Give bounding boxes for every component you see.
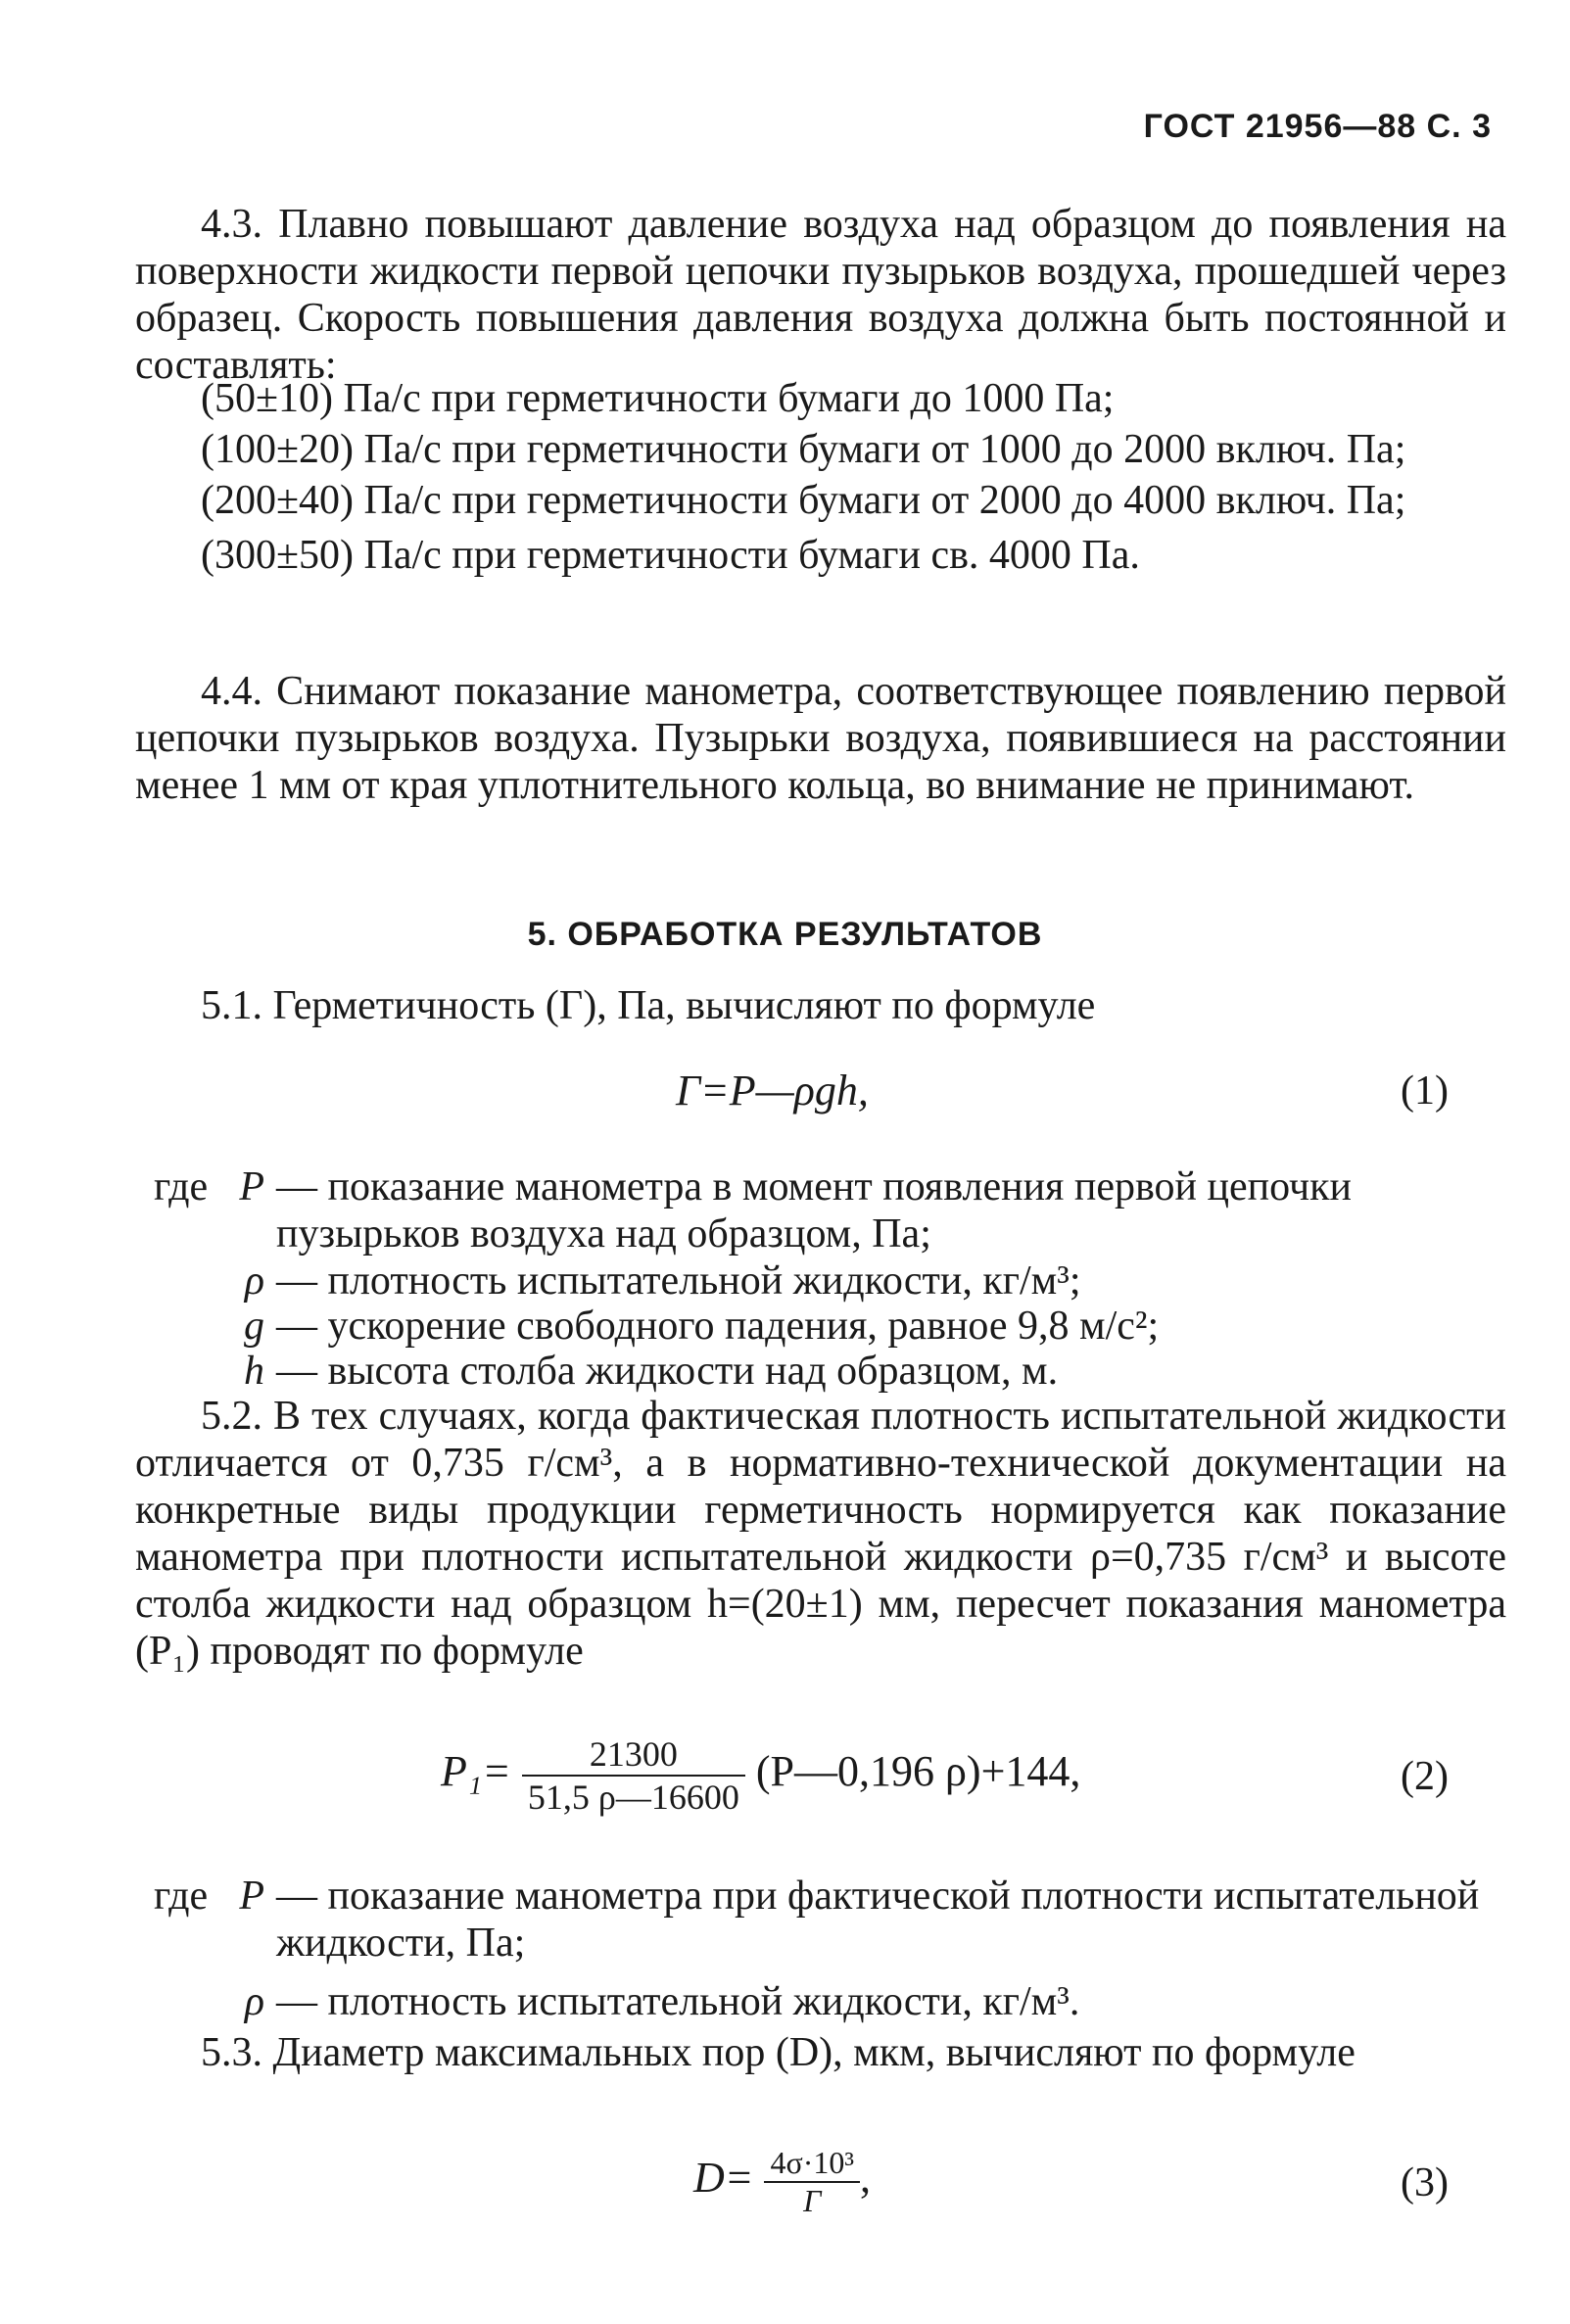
def2-symbol-rho: ρ — [244, 1979, 264, 2024]
rate-item-3: (200±40) Па/с при герметичности бумаги от 2000 до 4000 включ. Па; — [201, 478, 1406, 523]
equation-1-number: (1) — [1401, 1068, 1449, 1114]
def1-symbol-g: g — [244, 1304, 264, 1349]
def1-text-p: — показание манометра в момент появления первой цепочки пузырьков воздуха над образцом, Па; — [276, 1164, 1353, 1257]
eq3-tail: , — [859, 2154, 871, 2203]
eq2-fraction — [522, 1733, 745, 1818]
eq1-lhs: Г — [676, 1067, 701, 1115]
paragraph-4-3 — [135, 201, 1506, 389]
eq3-numerator: 4σ·10³ — [764, 2145, 860, 2183]
def1-symbol-p: P — [239, 1164, 264, 1209]
paragraph-4-3-text: 4.3. Плавно повышают давление воздуха над образцом до появления на поверхности жидкости первой цепочки пузырьков воздуха, прошедшей через образец. Скорость повышения давления воздуха должна быть постоянной и составлять: — [135, 202, 1506, 388]
paragraph-5-3-text: 5.3. Диаметр максимальных пор (D), мкм, вычисляют по формуле — [201, 2030, 1356, 2075]
rate-item-2: (100±20) Па/с при герметичности бумаги от 1000 до 2000 включ. Па; — [201, 427, 1406, 472]
def1-symbol-h: h — [244, 1349, 264, 1394]
paragraph-5-3 — [135, 2029, 1506, 2076]
equation-1 — [676, 1066, 869, 1115]
eq3-lhs: D= — [693, 2154, 754, 2203]
def2-text-p: — показание манометра при фактической плотности испытательной жидкости, Па; — [276, 1873, 1480, 1966]
eq3-fraction — [764, 2145, 860, 2219]
paragraph-4-4-text: 4.4. Снимают показание манометра, соответствующее появлению первой цепочки пузырьков воздуха. Пузырьки воздуха, появившиеся на расстоянии менее 1 мм от края уплотнительного кольца, во внимание не принимают. — [135, 669, 1506, 808]
eq1-rhs: =P—ρgh, — [700, 1067, 869, 1115]
equation-2 — [441, 1733, 1080, 1818]
page-header: ГОСТ 21956—88 С. 3 — [1143, 108, 1492, 145]
def2-symbol-p: P — [239, 1873, 264, 1919]
eq2-denominator: 51,5 ρ—16600 — [527, 1778, 739, 1817]
section-5-title: 5. ОБРАБОТКА РЕЗУЛЬТАТОВ — [527, 916, 1043, 953]
def1-prefix: где — [154, 1164, 209, 1209]
paragraph-5-2-text: 5.2. В тех случаях, когда фактическая плотность испытательной жидкости отличается от 0,735 г/см³, а в нормативно-технической документации на конкретные виды продукции герметичность нормируется как показание манометра при плотности испытательной жидкости ρ=0,735 г/см³ и высоте столба жидкости над образцом h=(20±1) мм, пересчет показания манометра (P₁) проводят по формуле — [135, 1394, 1506, 1674]
eq2-rest: (P—0,196 ρ)+144, — [755, 1747, 1081, 1796]
paragraph-5-2 — [135, 1393, 1506, 1675]
def2-text-rho: — плотность испытательной жидкости, кг/м³. — [276, 1979, 1080, 2024]
def1-text-h: — высота столба жидкости над образцом, м. — [276, 1349, 1059, 1394]
def2-prefix: где — [154, 1873, 209, 1919]
paragraph-5-1-text: 5.1. Герметичность (Г), Па, вычисляют по формуле — [201, 983, 1096, 1028]
equation-3-number: (3) — [1401, 2160, 1449, 2205]
rate-item-4: (300±50) Па/с при герметичности бумаги св. 4000 Па. — [201, 533, 1140, 578]
eq2-numerator: 21300 — [522, 1733, 745, 1777]
paragraph-4-4 — [135, 668, 1506, 809]
def1-text-rho: — плотность испытательной жидкости, кг/м³; — [276, 1258, 1081, 1304]
equation-2-number: (2) — [1401, 1754, 1449, 1799]
rate-item-1: (50±10) Па/с при герметичности бумаги до 1000 Па; — [201, 376, 1115, 421]
equation-3 — [693, 2145, 871, 2219]
def1-symbol-rho: ρ — [244, 1258, 264, 1304]
eq3-denominator: Г — [803, 2183, 822, 2218]
eq2-lhs: P₁= — [441, 1747, 511, 1796]
rate-list — [135, 375, 1506, 579]
def1-text-g: — ускорение свободного падения, равное 9,8 м/с²; — [276, 1304, 1160, 1349]
paragraph-5-1 — [135, 982, 1506, 1029]
